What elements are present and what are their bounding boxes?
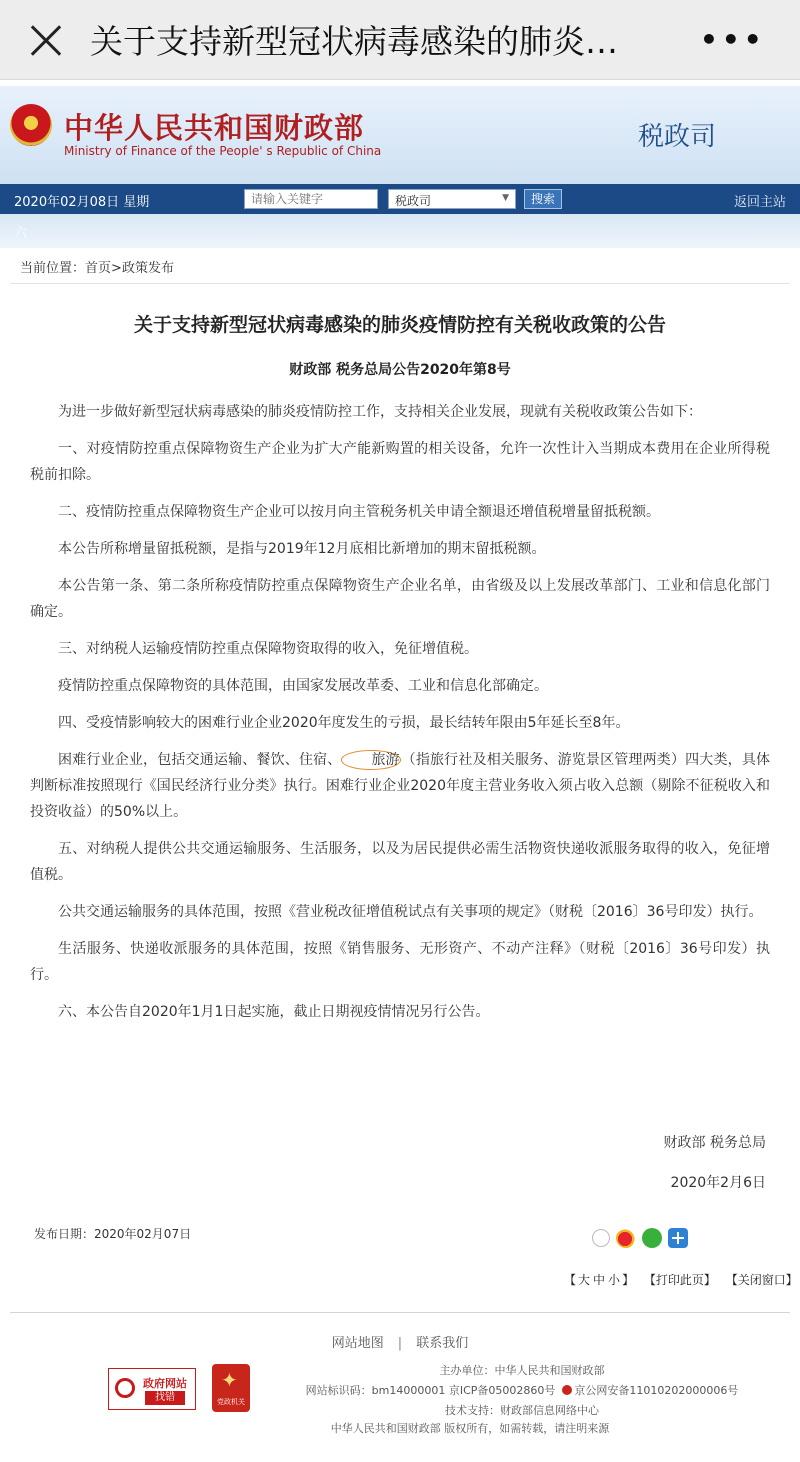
ministry-name-cn: 中华人民共和国财政部 <box>64 111 365 145</box>
signer: 财政部 税务总局 <box>663 1135 766 1151</box>
header-banner <box>0 214 800 248</box>
party-gov-badge-text: 党政机关 <box>217 1398 245 1406</box>
paragraph-item-2-note: 本公告所称增量留抵税额，是指与2019年12月底相比新增加的期末留抵税额。 <box>58 541 546 557</box>
paragraph-item-3-note: 疫情防控重点保障物资的具体范围，由国家发展改革委、工业和信息化部确定。 <box>58 678 548 694</box>
footer-divider <box>10 1312 790 1313</box>
gov-site-error-badge[interactable] <box>108 1368 196 1410</box>
weekday-text: 六 <box>14 226 28 241</box>
close-icon[interactable] <box>16 10 76 70</box>
document-number: 财政部 税务总局公告2020年第8号 <box>289 362 511 378</box>
paragraph-item-5-note-1: 公共交通运输服务的具体范围，按照《营业税改征增值税试点有关事项的规定》（财税〔2016〕36号印发）执行。 <box>58 904 763 920</box>
search-button[interactable]: 搜索 <box>524 189 562 209</box>
page-title: 关于支持新型冠状病毒感染的肺炎… <box>90 22 618 61</box>
article-title: 关于支持新型冠状病毒感染的肺炎疫情防控有关税收政策的公告 <box>133 314 666 336</box>
party-gov-emblem-icon: ✦ <box>221 1368 238 1392</box>
police-badge-icon <box>562 1385 572 1395</box>
return-home-link[interactable]: 返回主站 <box>734 195 787 210</box>
footer-site-ids: 网站标识码：bm14000001 京ICP备05002860号 <box>305 1384 556 1397</box>
print-button[interactable]: 【打印此页】 <box>643 1273 716 1287</box>
breadcrumb <box>10 252 790 284</box>
paragraph-item-2-list: 本公告第一条、第二条所称疫情防控重点保障物资生产企业名单，由省级及以上发展改革部门、工业和信息化部门确定。 <box>30 578 770 620</box>
breadcrumb-section[interactable]: 政策发布 <box>121 261 174 276</box>
magnifier-icon <box>115 1378 135 1398</box>
search-input[interactable] <box>244 189 378 209</box>
article-body <box>30 300 770 1036</box>
publish-date: 发布日期：2020年02月07日 <box>34 1227 192 1241</box>
footer-tech: 技术支持：财政部信息网络中心 <box>445 1404 599 1417</box>
paragraph-item-5: 五、对纳税人提供公共交通运输服务、生活服务，以及为居民提供必需生活物资快递收派服务取得的收入，免征增值税。 <box>30 841 770 883</box>
breadcrumb-prefix: 当前位置： <box>20 261 86 276</box>
breadcrumb-separator: > <box>111 261 122 276</box>
ministry-name-en: Ministry of Finance of the People' s Republic of China <box>64 144 382 158</box>
badge-title: 政府网站 <box>143 1377 187 1390</box>
breadcrumb-home[interactable]: 首页 <box>85 261 112 276</box>
paragraph-item-4-note <box>30 747 770 825</box>
footer-ids <box>262 1382 782 1398</box>
contact-link[interactable]: 联系我们 <box>416 1336 469 1351</box>
share-icon[interactable] <box>592 1229 610 1247</box>
paragraph-item-4: 四、受疫情影响较大的困难行业企业2020年度发生的亏损，最长结转年限由5年延长至8年。 <box>58 715 630 731</box>
department-select-value: 税政司 <box>395 194 432 208</box>
footer-police-id: 京公网安备11010202000006号 <box>574 1384 739 1397</box>
circled-annotation: 旅游 <box>341 750 401 770</box>
nav-bar <box>0 184 800 214</box>
weibo-icon[interactable] <box>616 1228 636 1248</box>
font-size-controls <box>564 1271 798 1288</box>
sitemap-link[interactable]: 网站地图 <box>331 1336 384 1351</box>
bracket-open: 【 <box>564 1273 577 1287</box>
paragraph-item-4-note-b: （指旅行社及相关服务、游览景区管理两类）四大类，具体判断标准按照现行《国民经济行业分类》执行。困难行业企业2020年度主营业务收入须占收入总额（剔除不征税收入和投资收益）的50%以上。 <box>30 752 771 820</box>
national-emblem-icon <box>10 104 52 146</box>
paragraph-item-5-note-2: 生活服务、快递收派服务的具体范围，按照《销售服务、无形资产、不动产注释》（财税〔2016〕36号印发）执行。 <box>30 941 770 983</box>
current-date: 2020年02月08日 星期 <box>14 195 150 210</box>
sign-date: 2020年2月6日 <box>670 1175 766 1191</box>
footer-copyright: 中华人民共和国财政部 版权所有，如需转载，请注明来源 <box>330 1422 610 1435</box>
close-window-button[interactable]: 【关闭窗口】 <box>725 1273 798 1287</box>
badge-subtitle: 找错 <box>145 1391 185 1405</box>
wechat-icon[interactable] <box>642 1228 662 1248</box>
plus-icon[interactable] <box>668 1228 688 1248</box>
chevron-down-icon: ▼ <box>502 193 509 203</box>
paragraph-item-4-note-a: 困难行业企业，包括交通运输、餐饮、住宿、 <box>58 752 342 768</box>
more-options-icon[interactable]: ••• <box>700 23 766 56</box>
footer-separator: | <box>397 1336 403 1351</box>
wechat-topbar <box>0 0 800 80</box>
share-bar <box>592 1226 688 1250</box>
font-big-button[interactable]: 大 <box>578 1273 591 1287</box>
font-small-button[interactable]: 小 <box>608 1273 621 1287</box>
paragraph-item-3: 三、对纳税人运输疫情防控重点保障物资取得的收入，免征增值税。 <box>58 641 478 657</box>
footer-sponsor: 主办单位：中华人民共和国财政部 <box>439 1364 605 1377</box>
paragraph-item-2: 二、疫情防控重点保障物资生产企业可以按月向主管税务机关申请全额退还增值税增量留抵税额。 <box>58 504 660 520</box>
footer-nav <box>0 1332 800 1351</box>
bracket-close: 】 <box>622 1273 635 1287</box>
paragraph-item-1: 一、对疫情防控重点保障物资生产企业为扩大产能新购置的相关设备，允许一次性计入当期成本费用在企业所得税税前扣除。 <box>30 441 770 483</box>
department-name: 税政司 <box>638 122 717 152</box>
font-mid-button[interactable]: 中 <box>593 1273 606 1287</box>
department-select[interactable] <box>388 189 516 209</box>
paragraph-item-6: 六、本公告自2020年1月1日起实施，截止日期视疫情情况另行公告。 <box>58 1004 490 1020</box>
site-header <box>0 86 800 184</box>
party-gov-badge[interactable] <box>212 1364 250 1412</box>
paragraph-intro: 为进一步做好新型冠状病毒感染的肺炎疫情防控工作，支持相关企业发展，现就有关税收政策公告如下： <box>58 404 702 420</box>
